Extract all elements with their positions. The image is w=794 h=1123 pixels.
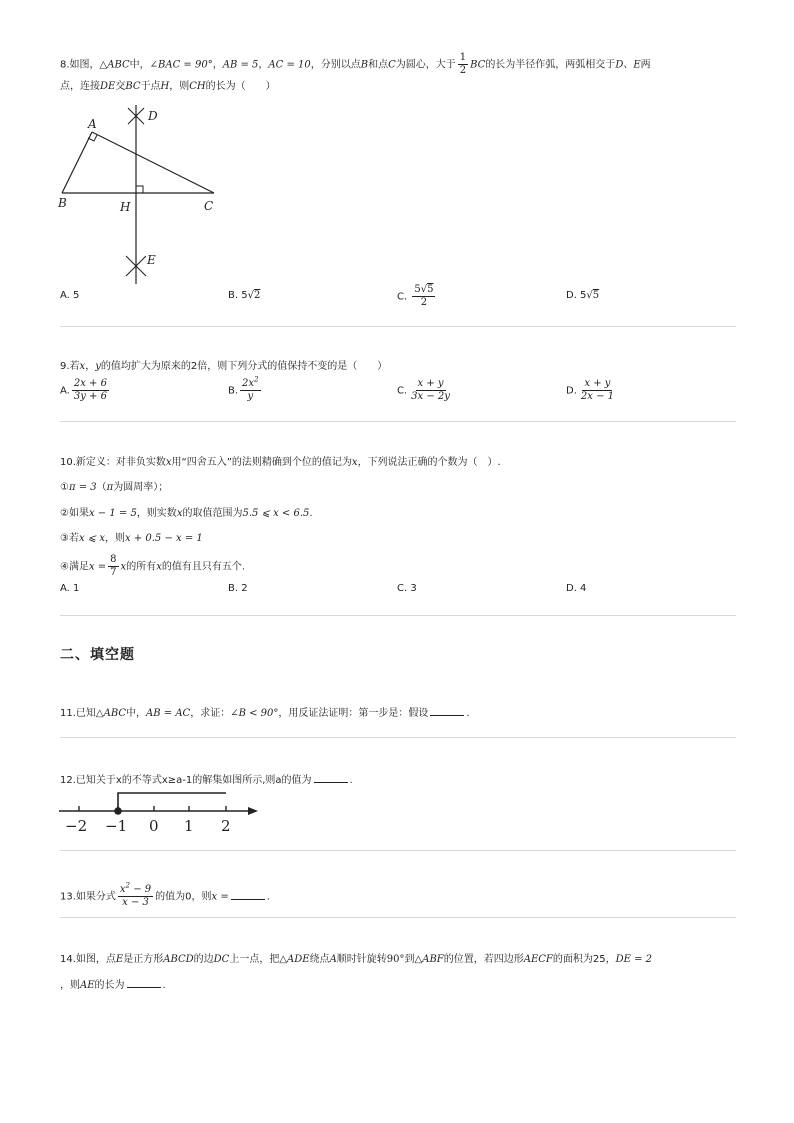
side-ac [92, 132, 214, 193]
q9-option-c[interactable]: C. $\frac{x + y}{3x - 2y}$ [397, 378, 450, 402]
label-a: A [88, 117, 97, 131]
q11-stem: 11.已知△ABC中，AB = AC，求证：∠B < 90°，用反证法证明：第一步是：假设 . [60, 705, 470, 722]
separator [60, 737, 736, 738]
answer-blank[interactable] [430, 705, 464, 716]
solution-ray [118, 793, 226, 811]
answer-blank[interactable] [127, 977, 161, 988]
separator [60, 326, 736, 327]
tick-label: −1 [105, 817, 128, 835]
side-ab [62, 132, 92, 193]
q10-statement-3: ③若x ⩽ x，则x + 0.5 − x = 1 [60, 533, 203, 544]
q9-option-b[interactable]: B. $\frac{2x^2}{y}$ [228, 375, 259, 402]
q10-option-d[interactable]: D. 4 [566, 583, 587, 594]
q9-stem: 9.若x，y的值均扩大为原来的2倍，则下列分式的值保持不变的是（ ） [60, 361, 388, 372]
q14-line1: 14.如图，点E是正方形ABCD的边DC上一点，把△ADE绕点A顺时针旋转90°到△ABF的位置，若四边形AECF的面积为25，DE = 2 [60, 954, 653, 965]
q13-stem: 13.如果分式 $\frac{x^2 - 9}{x - 3}$ 的值为0，则x = . [60, 881, 270, 908]
answer-blank[interactable] [231, 889, 265, 900]
q14-line2: ，则AE的长为 . [60, 977, 166, 994]
separator [60, 850, 736, 851]
q8-triangle-figure [50, 100, 230, 290]
label-b: B [58, 196, 67, 210]
q8-option-c[interactable]: C. $\frac{5√5}{2}$ [397, 284, 434, 308]
q10-option-c[interactable]: C. 3 [397, 583, 417, 594]
q10-stem: 10.新定义：对非负实数x用“四舍五入”的法则精确到个位的值记为x，下列说法正确的个数为（ ）. [60, 457, 501, 468]
q8-option-d[interactable]: D. 5√5 [566, 290, 600, 301]
label-h: H [120, 200, 131, 214]
separator [60, 421, 736, 422]
q10-option-a[interactable]: A. 1 [60, 583, 80, 594]
tick-label: 0 [149, 817, 159, 835]
tick-label: 1 [184, 817, 194, 835]
q8-line1: 8.如图，△ABC中，∠BAC = 90°，AB = 5，AC = 10，分别以点B和点C为圆心，大于 $\frac{1}{2}$ BC的长为半径作弧，两弧相交于D、E两 [60, 52, 651, 76]
tick-label: −2 [65, 817, 88, 835]
q8-option-b[interactable]: B. 5√2 [228, 290, 261, 301]
separator [60, 615, 736, 616]
q8-line2: 点，连接DE交BC于点H，则CH的长为（ ） [60, 81, 276, 92]
q8-option-a[interactable]: A. 5 [60, 290, 80, 301]
q10-statement-2: ②如果x − 1 = 5，则实数x的取值范围为5.5 ⩽ x < 6.5. [60, 508, 313, 519]
section-title: 二、填空题 [60, 647, 135, 663]
separator [60, 917, 736, 918]
right-angle-h [136, 186, 143, 193]
solid-dot [114, 807, 122, 815]
axis-arrow [248, 807, 258, 815]
q10-option-b[interactable]: B. 2 [228, 583, 248, 594]
q12-number-line [55, 790, 265, 836]
label-e: E [147, 253, 156, 267]
q10-statement-1: ①π = 3（π为圆周率）； [60, 482, 169, 493]
q9-option-a[interactable]: A. $\frac{2x + 6}{3y + 6}$ [60, 378, 107, 402]
q9-option-d[interactable]: D. $\frac{x + y}{2x - 1}$ [566, 378, 614, 402]
q10-statement-4: ④满足x = $\frac{8}{7}$ x的所有x的值有且只有五个. [60, 554, 246, 578]
tick-label: 2 [221, 817, 231, 835]
answer-blank[interactable] [314, 772, 348, 783]
q12-stem: 12.已知关于x的不等式x≥a-1的解集如图所示,则a的值为 . [60, 772, 353, 789]
half-fraction: $\frac{1}{2}$ [459, 52, 467, 76]
label-c: C [204, 199, 214, 213]
label-d: D [148, 109, 158, 123]
